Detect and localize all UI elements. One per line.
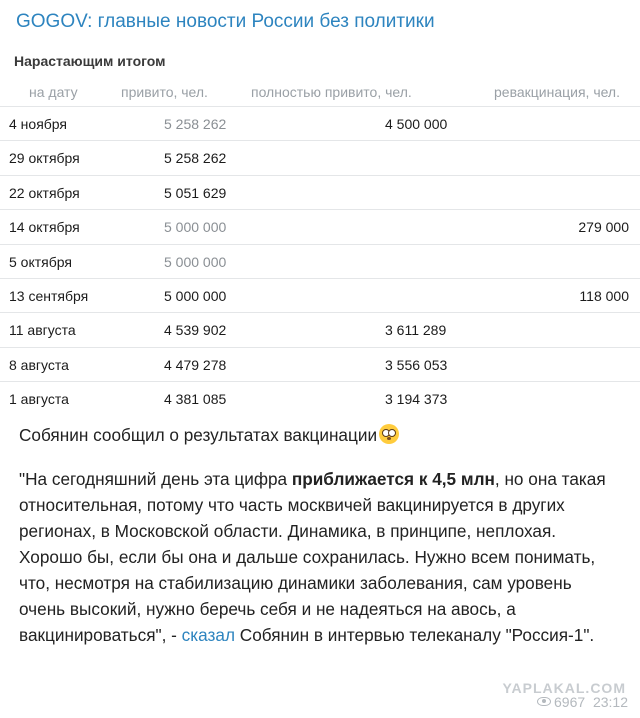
quote-text-3: Собянин в интервью телеканалу "Россия-1". bbox=[235, 625, 595, 645]
table-row bbox=[0, 106, 640, 140]
views-count: 6967 bbox=[554, 694, 586, 710]
channel-title[interactable]: GOGOV: главные новости России без политики bbox=[16, 11, 435, 32]
table-header-row bbox=[0, 84, 640, 104]
table-row bbox=[0, 209, 640, 243]
message-time: 23:12 bbox=[592, 694, 628, 710]
cell-date: 5 октября bbox=[9, 253, 72, 270]
cell-vaccinated: 5 051 629 bbox=[164, 184, 227, 201]
table-row bbox=[0, 244, 640, 278]
cell-vaccinated: 5 000 000 bbox=[164, 253, 227, 270]
message-lead-text: Собянин сообщил о результатах вакцинации bbox=[19, 425, 378, 445]
cell-date: 22 октября bbox=[9, 184, 80, 201]
flushed-face-icon bbox=[379, 424, 399, 444]
column-header-revaccination: ревакцинация, чел. bbox=[494, 84, 620, 100]
cell-revac: 118 000 bbox=[579, 287, 629, 304]
table-row bbox=[0, 175, 640, 209]
table-heading: Нарастающим итогом bbox=[14, 53, 166, 69]
message-text bbox=[19, 422, 619, 648]
cell-fully: 4 500 000 bbox=[385, 116, 448, 132]
cell-date: 29 октября bbox=[9, 150, 80, 167]
table-row bbox=[0, 278, 640, 312]
cell-vaccinated: 5 258 262 bbox=[164, 150, 227, 167]
cell-date: 14 октября bbox=[9, 219, 80, 236]
table-body bbox=[0, 106, 640, 416]
cell-vaccinated: 4 381 085 bbox=[164, 391, 227, 408]
quote-text-1: "На сегодняшний день эта цифра bbox=[19, 469, 292, 489]
column-header-vaccinated: привито, чел. bbox=[121, 84, 208, 100]
table-row bbox=[0, 347, 640, 381]
cell-date: 11 августа bbox=[9, 322, 76, 339]
cell-date: 4 ноября bbox=[9, 116, 68, 132]
vaccination-table-image bbox=[0, 44, 640, 420]
cell-vaccinated: 5 000 000 bbox=[164, 287, 227, 304]
paragraph-gap bbox=[19, 448, 619, 466]
cell-revac: 279 000 bbox=[578, 219, 629, 236]
column-header-date: на дату bbox=[29, 84, 78, 100]
cell-vaccinated: 4 539 902 bbox=[164, 322, 227, 339]
cell-vaccinated: 5 000 000 bbox=[164, 219, 227, 236]
table-row bbox=[0, 312, 640, 346]
cell-vaccinated: 4 479 278 bbox=[164, 356, 227, 373]
cell-fully: 3 611 289 bbox=[385, 322, 447, 339]
message-lead bbox=[19, 422, 619, 448]
message-meta bbox=[537, 694, 628, 710]
table-row bbox=[0, 381, 640, 415]
table-row bbox=[0, 140, 640, 174]
quote-bold-text: приближается к 4,5 млн bbox=[291, 469, 495, 489]
cell-date: 13 сентября bbox=[9, 287, 89, 304]
site-watermark: YAPLAKAL.COM bbox=[502, 680, 626, 696]
column-header-fully-vaccinated: полностью привито, чел. bbox=[251, 84, 412, 100]
cell-date: 1 августа bbox=[9, 391, 69, 408]
quote-text-2: , но она такая относительная, потому что часть москвичей вакцинируется в других регионах, в Московской области. Динамика, в принципе, неплохая. Хорошо бы, если бы она и дальше сохранилась. Нужно всем понимать, что, несмотря на стабилизацию динамики заболевания, сам уровень очень высокий, нужно беречь себя и не надеяться на авось, а вакцинироваться", - bbox=[19, 469, 606, 645]
eye-icon bbox=[537, 697, 551, 706]
cell-fully: 3 194 373 bbox=[385, 391, 448, 408]
message-quote bbox=[19, 466, 619, 648]
cell-vaccinated: 5 258 262 bbox=[164, 116, 227, 132]
cell-fully: 3 556 053 bbox=[385, 356, 448, 373]
said-link[interactable]: сказал bbox=[181, 625, 235, 645]
cell-date: 8 августа bbox=[9, 356, 69, 373]
